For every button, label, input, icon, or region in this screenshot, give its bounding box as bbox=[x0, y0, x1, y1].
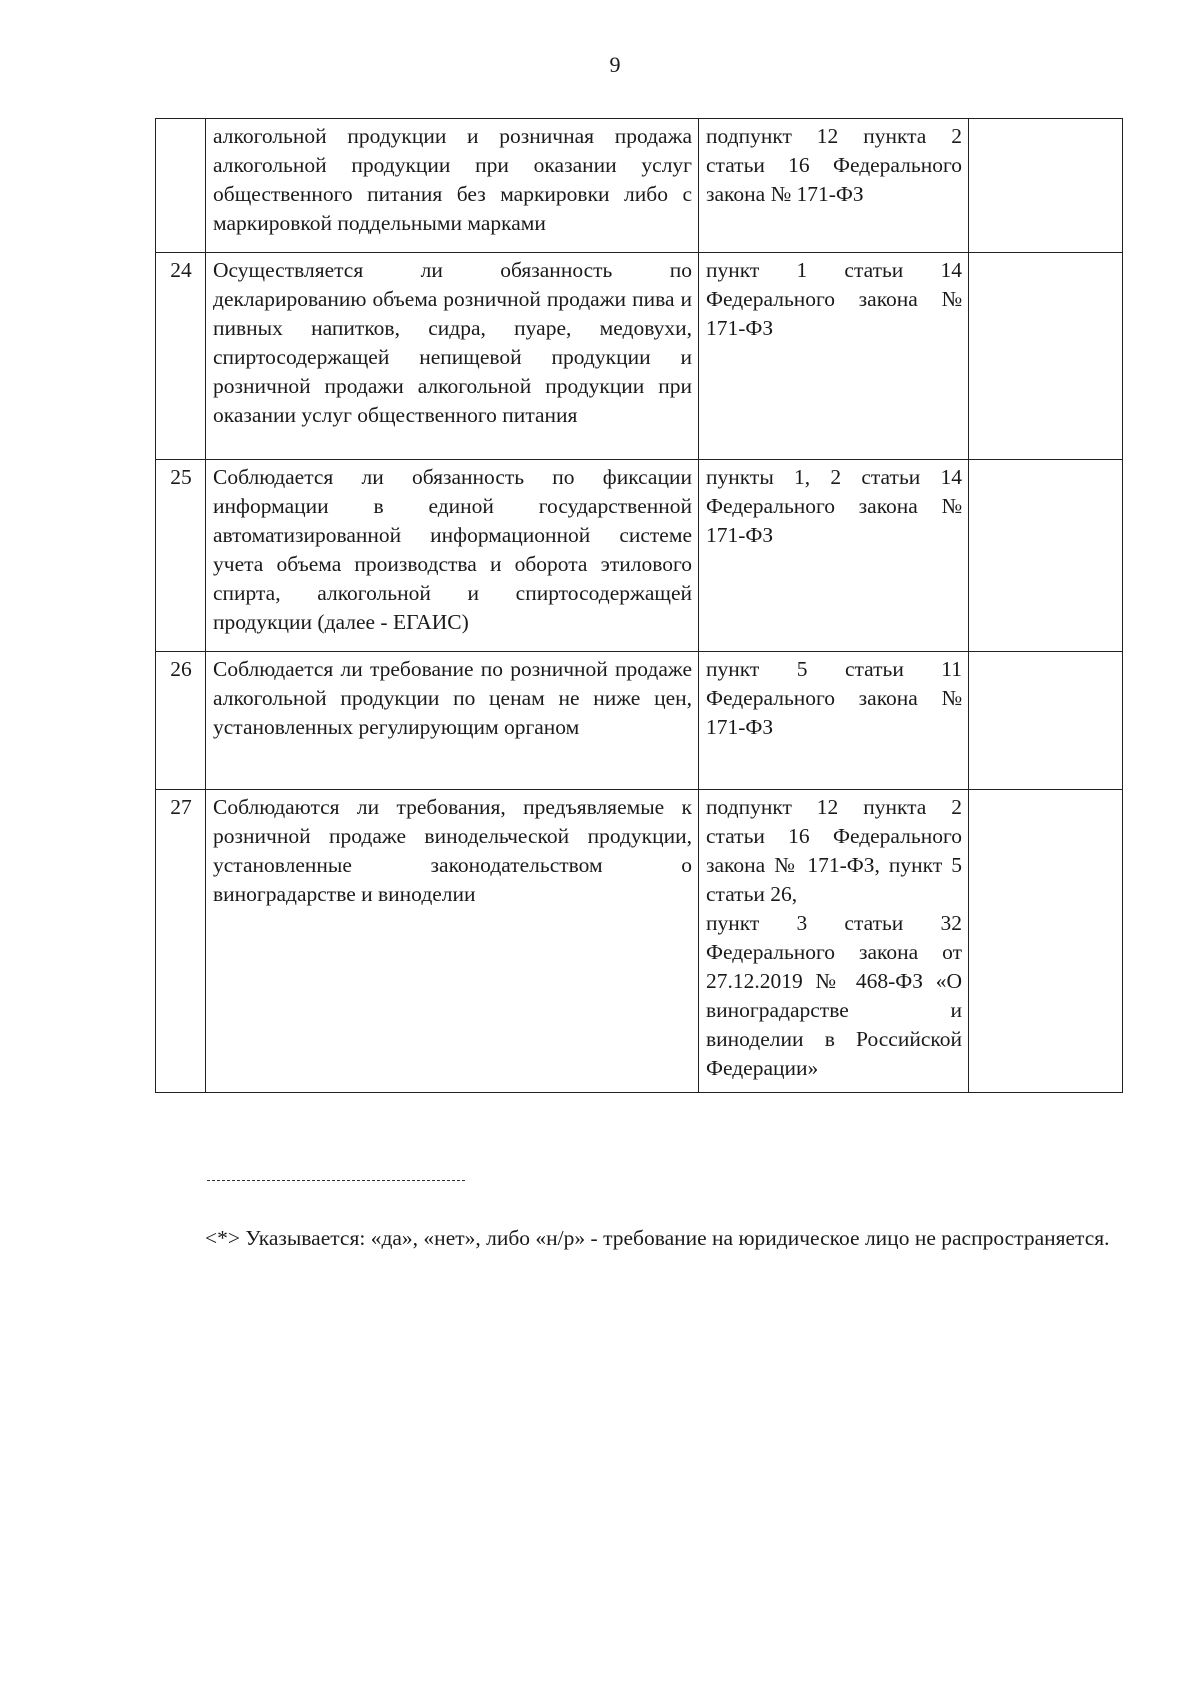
footnote-separator bbox=[207, 1180, 465, 1181]
table-row bbox=[156, 652, 1123, 790]
table-row bbox=[156, 253, 1123, 460]
requirement-question: Соблюдается ли требование по розничной продаже алкогольной продукции по ценам не ниже цен, установленных регулирующим органом bbox=[206, 652, 699, 790]
legal-reference-line: пункты 1, 2 статьи 14 Федерального закона № 171-ФЗ bbox=[706, 465, 962, 547]
answer-cell bbox=[969, 253, 1123, 460]
checklist-table bbox=[155, 118, 1123, 1093]
row-number bbox=[156, 119, 206, 253]
page-number: 9 bbox=[609, 52, 621, 77]
legal-reference bbox=[699, 119, 969, 253]
requirement-question: Соблюдаются ли требования, предъявляемые к розничной продаже винодельческой продукции, установленные законодательством о виноградарстве и виноделии bbox=[206, 790, 699, 1093]
table-row bbox=[156, 790, 1123, 1093]
legal-reference bbox=[699, 652, 969, 790]
requirement-question: Осуществляется ли обязанность по декларированию объема розничной продажи пива и пивных напитков, сидра, пуаре, медовухи, спиртосодержащей непищевой продукции и розничной продажи алкогольной продукции при оказании услуг общественного питания bbox=[206, 253, 699, 460]
answer-cell bbox=[969, 790, 1123, 1093]
legal-reference-line: подпункт 12 пункта 2 статьи 16 Федерального закона № 171-ФЗ, пункт 5 статьи 26, bbox=[706, 795, 962, 906]
legal-reference bbox=[699, 460, 969, 652]
table-row bbox=[156, 460, 1123, 652]
legal-reference-line: пункт 5 статьи 11 Федерального закона № 171-ФЗ bbox=[706, 657, 962, 739]
answer-cell bbox=[969, 460, 1123, 652]
row-number: 26 bbox=[156, 652, 206, 790]
row-number: 24 bbox=[156, 253, 206, 460]
legal-reference bbox=[699, 253, 969, 460]
legal-reference-line: пункт 3 статьи 32 Федерального закона от 27.12.2019 № 468-ФЗ «О виноградарстве и виноделии в Российской Федерации» bbox=[706, 911, 962, 1080]
requirement-question: алкогольной продукции и розничная продажа алкогольной продукции при оказании услуг общественного питания без маркировки либо с маркировкой поддельными марками bbox=[206, 119, 699, 253]
row-number: 25 bbox=[156, 460, 206, 652]
legal-reference bbox=[699, 790, 969, 1093]
table-row bbox=[156, 119, 1123, 253]
requirement-question: Соблюдается ли обязанность по фиксации информации в единой государственной автоматизированной информационной системе учета объема производства и оборота этилового спирта, алкогольной и спиртосодержащей продукции (далее - ЕГАИС) bbox=[206, 460, 699, 652]
legal-reference-line: подпункт 12 пункта 2 статьи 16 Федерального закона № 171-ФЗ bbox=[706, 124, 962, 206]
row-number: 27 bbox=[156, 790, 206, 1093]
answer-cell bbox=[969, 119, 1123, 253]
legal-reference-line: пункт 1 статьи 14 Федерального закона № 171-ФЗ bbox=[706, 258, 962, 340]
answer-cell bbox=[969, 652, 1123, 790]
footnote-text: <*> Указывается: «да», «нет», либо «н/р» - требование на юридическое лицо не распространяется. bbox=[205, 1226, 1110, 1250]
